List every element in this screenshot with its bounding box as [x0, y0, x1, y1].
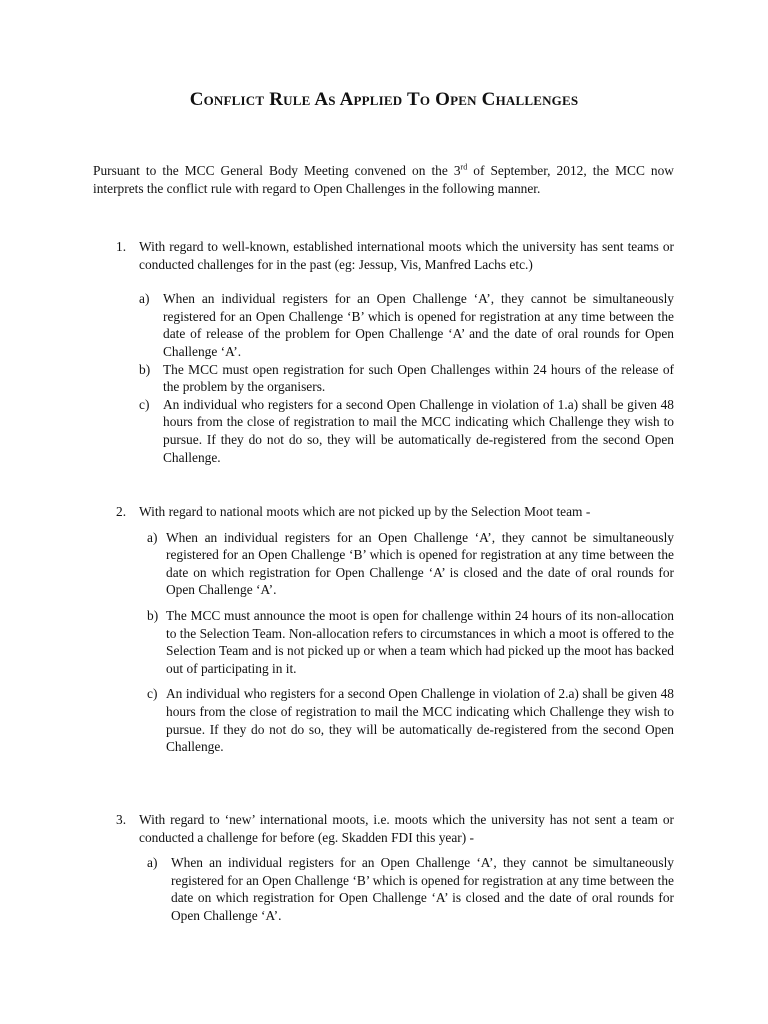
- section-1-item-c: [93, 396, 674, 466]
- section-2-item-b: [93, 607, 674, 677]
- section-3-number: 3.: [116, 812, 127, 827]
- section-1-item-c-text: An individual who registers for a second Open Challenge in violation of 1.a) shall be given 48 hours from the close of registration to mail the MCC indicating which Challenge they wish to pursue. If they do not do so, they will be automatically de-registered from the second Open Challenge.: [163, 396, 674, 465]
- section-1-item-b-letter: b): [139, 361, 151, 377]
- section-1-item-a: [93, 290, 674, 360]
- section-2-item-c: [93, 685, 674, 755]
- section-2-item-b-letter: b): [147, 607, 159, 623]
- intro-ordinal-suffix: rd: [460, 162, 468, 172]
- section-2-items: [93, 529, 674, 756]
- section-2-item-c-text: An individual who registers for a second Open Challenge in violation of 2.a) shall be given 48 hours from the close of registration to mail the MCC indicating which Challenge they wish to pursue. If they do not do so, they will be automatically de-registered from the second Open Challenge.: [166, 686, 674, 755]
- section-2-number: 2.: [116, 504, 127, 519]
- section-3-heading: [93, 811, 674, 846]
- section-3-item-a: [93, 854, 674, 924]
- document-title: Conflict Rule As Applied To Open Challenges: [189, 89, 579, 110]
- section-2-item-a-letter: a): [147, 529, 158, 545]
- section-1-item-a-text: When an individual registers for an Open Challenge ‘A’, they cannot be simultaneously registered for an Open Challenge ‘B’ which is opened for registration at any time between the date of release of the problem for Open Challenge ‘A’ and the date of oral rounds for Open Challenge ‘A’.: [163, 291, 674, 359]
- section-3-item-a-text: When an individual registers for an Open Challenge ‘A’, they cannot be simultaneously registered for an Open Challenge ‘B’ which is opened for registration at any time between the date on which registration for Open Challenge ‘A’ is closed and the date of oral rounds for Open Challenge ‘A’.: [171, 855, 674, 923]
- section-2: [93, 503, 674, 764]
- section-1-item-b-text: The MCC must open registration for such Open Challenges within 24 hours of the release of the problem by the organisers.: [163, 361, 674, 395]
- section-2-text: With regard to national moots which are not picked up by the Selection Moot team -: [139, 504, 591, 519]
- section-2-item-a: [93, 529, 674, 599]
- section-2-heading: [93, 503, 674, 521]
- section-2-item-c-letter: c): [147, 686, 158, 702]
- intro-text-start: Pursuant to the MCC General Body Meeting convened on the 3: [93, 163, 461, 178]
- section-3: [93, 811, 674, 925]
- section-1: [93, 238, 674, 466]
- section-2-item-b-text: The MCC must announce the moot is open for challenge within 24 hours of its non-allocation to the Selection Team. Non-allocation refers to circumstances in which a moot is offered to the Selection Team and is not picked up or when a team which had picked up the moot has backed out of participating in it.: [166, 607, 674, 676]
- section-3-items: [93, 854, 674, 924]
- section-1-item-a-letter: a): [139, 291, 150, 307]
- intro-paragraph: [93, 162, 674, 197]
- section-3-text: With regard to ‘new’ international moots, i.e. moots which the university has not sent a team or conducted a challenge for before (eg. Skadden FDI this year) -: [139, 812, 674, 845]
- section-1-text: With regard to well-known, established international moots which the university has sent teams or conducted challenges for in the past (eg: Jessup, Vis, Manfred Lachs etc.): [139, 239, 674, 272]
- intro-text-end: of September, 2012, the MCC now interprets the conflict rule with regard to Open Challenges in the following manner.: [93, 163, 674, 196]
- section-1-items: [93, 290, 674, 466]
- section-2-item-a-text: When an individual registers for an Open Challenge ‘A’, they cannot be simultaneously registered for an Open Challenge ‘B’ which is opened for registration at any time between the date on which registration for Open Challenge ‘A’ is closed and the date of oral rounds for Open Challenge ‘A’.: [166, 529, 674, 598]
- section-1-item-c-letter: c): [139, 396, 150, 412]
- section-3-item-a-letter: a): [147, 855, 158, 871]
- section-1-item-b: [93, 361, 674, 396]
- section-1-number: 1.: [116, 239, 127, 254]
- section-1-heading: [93, 238, 674, 273]
